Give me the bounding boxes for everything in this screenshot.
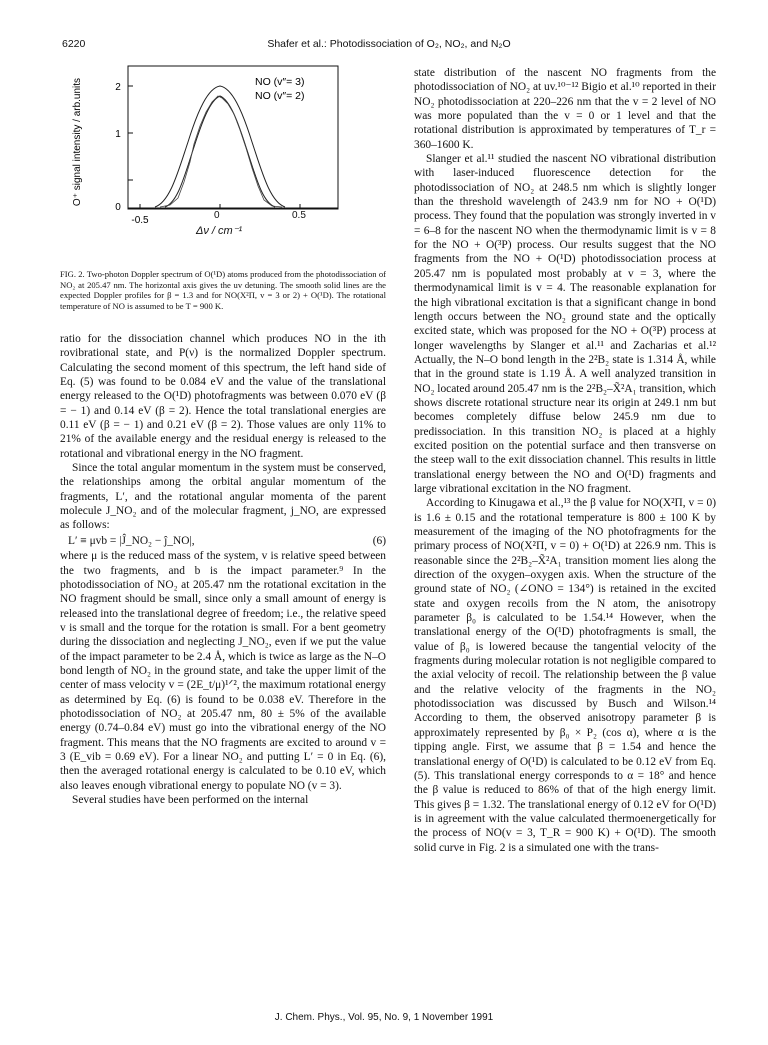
left-column: [60, 332, 386, 807]
paragraph: ratio for the dissociation channel which produces NO in the ith rovibrational state, and P(ν) is the normalized Doppler spectrum. Calculating the second moment of this spectrum, the left hand side of Eq. (5) was found to be 0.084 eV and the value of the translational energy released to the O(¹D) photofragments was between 0.070 eV (β = − 1) and 0.14 eV (β = 2). Hence the total translational energies are 0.11 eV (β = − 1) and 0.21 eV (β = 2). Those values are only 11% to 21% of the available energy and the residual energy is released to the rotational and vibrational energy in the NO fragment.: [60, 333, 386, 460]
page-number: 6220: [62, 38, 86, 50]
running-title: Shafer et al.: Photodissociation of O₂, NO₂, and N₂O: [267, 38, 511, 50]
plot-frame: [128, 66, 338, 209]
y-tick-label: 2: [115, 82, 121, 93]
x-tick-label: 0.5: [292, 210, 306, 221]
paragraph: Since the total angular momentum in the system must be conserved, the relationships among the orbital angular momentum of the fragments, L′, and the rotational angular momenta of the parent molecule J_NO₂ and of the molecular fragment, j_NO, are expressed as follows:: [60, 462, 386, 532]
paragraph: Several studies have been performed on the internal: [72, 794, 309, 806]
y-tick-label: 0: [115, 202, 121, 213]
legend-v2: NO (v″= 2): [255, 90, 305, 102]
paragraph: where μ is the reduced mass of the system, v is relative speed between the two fragments, and b is the impact parameter.⁹ In the photodissociation of NO₂ at 205.47 nm the rotational excitation in the NO fragment should be small, since only a small amount of energy is released into the translational degree of freedom; i.e., the relative speed v is small and the torque for the rotation is small. For a bent geometry during the dissociation and neglecting J_NO₂, even if we put the value of the impact parameter to be 2.4 Å, which is twice as large as the N–O bond length of NO₂ in the ground state, and take the upper limit of the center of mass velocity v = (2E_t/μ)¹ᐟ², the maximum rotational energy as determined by Eq. (6) is found to be 0.038 eV. Therefore in the photodissociation of NO₂ at 205.47 nm, 80 ± 5% of the available energy (0.74–0.84 eV) must go into the vibrational energy of the NO fragment. This means that the NO fragments are excited to around v = 3 (E_vib = 0.69 eV). For a linear NO₂ and putting L′ = 0 in Eq. (6), then the averaged rotational energy is calculated to be 0.10 eV, which also leaves enough vibrational energy to populate NO (v = 3).: [60, 550, 386, 792]
legend-v3: NO (v″= 3): [255, 76, 305, 88]
figure-caption: FIG. 2. Two-photon Doppler spectrum of O(¹D) atoms produced from the photodissociation of NO₂ at 205.47 nm. The horizontal axis gives the uv detuning. The smooth solid lines are the expected Doppler profiles for β = 1.3 and for NO(X²Π, v = 3 or 2) + O(¹D). The rotational temperature of NO is assumed to be T = 900 K.: [60, 269, 386, 311]
journal-citation: J. Chem. Phys., Vol. 95, No. 9, 1 November 1991: [274, 1012, 494, 1023]
x-tick-label: -0.5: [131, 215, 149, 226]
doppler-curve-v2: [165, 96, 275, 207]
x-tick-label: 0: [214, 210, 220, 221]
y-tick-label: 1: [115, 129, 121, 140]
data-trace: [160, 96, 282, 207]
x-axis-label: Δν / cm⁻¹: [196, 225, 243, 237]
equation-number: (6): [372, 534, 386, 547]
paragraph: Slanger et al.¹¹ studied the nascent NO vibrational distribution with laser-induced fluorescence detection for the photodissociation of NO₂ at 248.5 nm which is slightly longer than the threshold wavelength of 243.9 nm for NO + O(¹D) process. They found that the population was strongly inverted in v = 6–8 for the nascent NO when the thermodynamic limit is v = 8 for the NO + O(³P) process. Our results suggest that the NO fragments from the NO + O(¹D) photodissociation process at 205.47 nm is populated most probably at v = 3, where the thermodynamical limit is v = 4. The reasonable explanation for the high vibrational excitation is that a significant change in bond length occurs between the NO₂ ground state and the optically excited state, which was proposed for the NO + O(³P) process at longer wavelengths by Slanger et al.¹¹ and Zacharias et al.¹² Actually, the N–O bond length in the 2²B₂ state is 1.314 Å, while that in the ground state is 1.19 Å. A well analyzed transition in NO₂ located around 205.47 nm is the 2²B₂–X̃²A₁ transition, which shows discrete rotational structure near its origin at 249.1 nm but becomes completely diffuse below 245.9 nm due to predissociation. In this transition NO₂ is placed at a highly excited position on the potential surface and then transverse on the steep wall to the exit dissociation channel. This results in little translational energy between the NO and O(¹D) fragments and large vibrational excitation in the NO fragment.: [414, 153, 716, 495]
equation: L′ ≡ μvb = |Ĵ_NO₂ − ĵ_NO|,: [68, 534, 195, 547]
doppler-curve-v3: [155, 86, 285, 207]
right-column: [414, 66, 716, 855]
equation-6: [60, 533, 386, 549]
doppler-spectrum-figure: [60, 52, 390, 226]
paragraph: state distribution of the nascent NO fragments from the photodissociation of NO₂ at uv.¹⁰⁻¹² Bigio et al.¹⁰ reported in their NO₂ photodissociation at 220–226 nm that the v = 2 level of NO was more populated than the v = 0 or 1 level and that the rotational distribution is approximated by temperatures of T_r = 360–1600 K.: [414, 67, 716, 151]
y-axis-label: O⁺ signal intensity / arb.units: [72, 77, 83, 207]
paragraph: According to Kinugawa et al.,¹³ the β value for NO(X²Π, v = 0) is 1.6 ± 0.15 and the rotational temperature is 800 ± 100 K by measurement of the imaging of the NO photofragments for the primary process of NO(X²Π, v = 0) + O(¹D) at 226.9 nm. This is reasonable since the 2²B₂–X̃²A₁ transition moment lies along the direction of the oxygen–oxygen axis. When the structure of the ground state of NO₂ (∠ONO = 134°) is retained in the excited state and oxygen recoils from the N atom, the anisotropy parameter β₀ is calculated to be 1.54.¹⁴ However, when the translational energy of the O(¹D) photofragments is small, the value of β₀ is lowered because the tangential velocity of the fragments during molecular rotation is not negligible compared to the axial velocity of recoil. The relationship between the β value and the relative velocity of the fragments in the NO₂ photodissociation was discussed by Busch and Wilson.¹⁴ According to them, the observed anisotropy parameter β is approximately represented by β₀ × P₂ (cos α), where α is the tipping angle. First, we assume that β = 1.54 and hence the translational energy of O(¹D) is calculated to be 0.12 eV from Eq. (5). This translational energy corresponds to α = 18° and hence the β value is reduced to 86% of that of the high energy limit. This gives β = 1.32. The translational energy of 0.12 eV for O(¹D) is in agreement with the value calculated thermoenergetically for the process of NO(v = 3, T_R = 900 K) + O(¹D). The smooth solid curve in Fig. 2 is a simulated one with the trans-: [414, 497, 716, 854]
